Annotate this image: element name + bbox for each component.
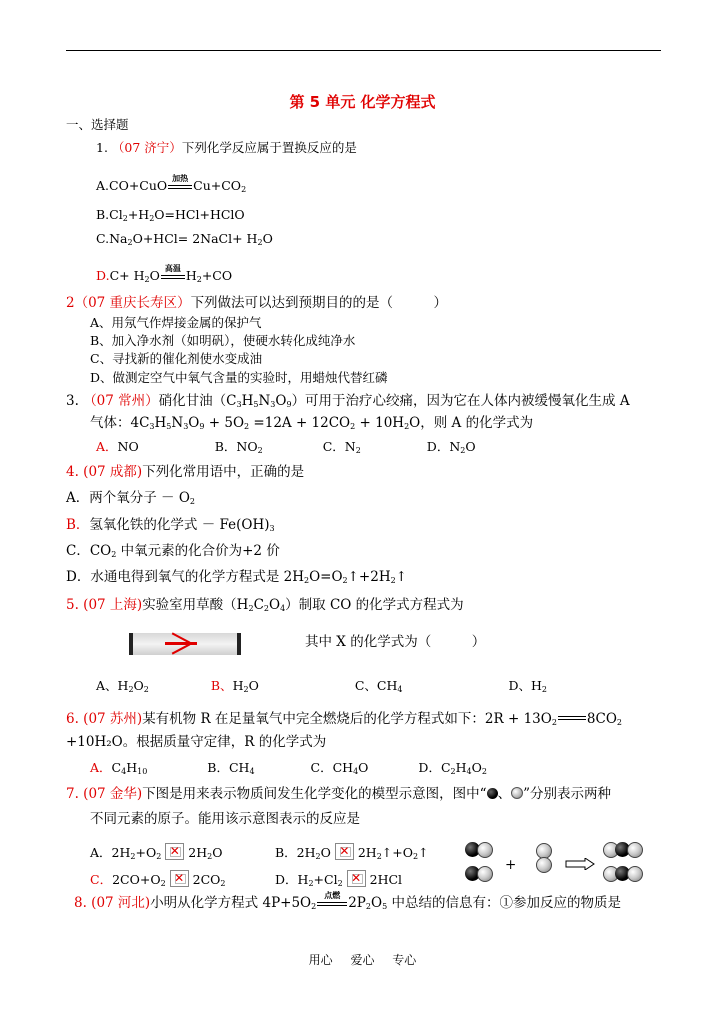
header-rule xyxy=(66,50,661,51)
broken-image-icon: ✕ xyxy=(170,870,189,887)
q7-option-d: D．$H_2+Cl_2$ ✕ 2HCl xyxy=(275,871,403,888)
q6-options: A．$C_4H_{10}$ B．$CH_4$ C．$CH_4O$ D．$C_2H_4O_2$ xyxy=(90,760,487,776)
q5-x-text: 其中 X 的化学式为（ ） xyxy=(305,634,486,650)
question-1: 1. （07 济宁）下列化学反应属于置换反应的是 xyxy=(96,140,357,155)
question-2: 2（07 重庆长寿区）下列做法可以达到预期目的的是（ ） xyxy=(66,295,448,311)
q4-option-c: C．$CO_2$ 中氧元素的化合价为+2 价 xyxy=(66,543,280,559)
q4-option-b: B．氢氧化铁的化学式 － $Fe(OH)_3$ xyxy=(66,517,275,533)
question-4: 4. (07 成都)下列化常用语中，正确的是 xyxy=(66,464,305,480)
broken-image-icon: ✕ xyxy=(335,843,354,860)
question-5: 5. (07 上海)实验室用草酸$(H_2C_2O_4)$制取 CO 的化学式方程式为 xyxy=(66,597,464,613)
reactant-molecules-diagram xyxy=(465,842,495,884)
black-atom-icon xyxy=(487,788,498,799)
page-footer: 用心 爱心 专心 xyxy=(308,953,417,967)
q2-option-d: D、做测定空气中氧气含量的实验时，用蜡烛代替红磷 xyxy=(90,370,388,385)
oxygen-molecule-diagram xyxy=(536,843,552,875)
q1-option-b: $B.Cl_2+H_2O=HCl+HClO$ xyxy=(96,207,245,223)
broken-image-icon: ✕ xyxy=(347,870,366,887)
plus-sign: + xyxy=(505,857,517,873)
question-7: 7. (07 金华)下图是用来表示物质间发生化学变化的模型示意图，图中“ 、 ”分别表示两种 xyxy=(66,786,611,802)
q1-option-c: $C.Na_2O+HCl=$ 2NaCl+ $H_2O$ xyxy=(96,231,273,247)
broken-image-icon: ✕ xyxy=(165,843,184,860)
reaction-arrow-icon xyxy=(565,858,595,870)
q2-option-c: C、寻找新的催化剂使水变成油 xyxy=(90,351,263,366)
section-heading: 一、选择题 xyxy=(66,117,129,132)
ignite-condition: 点燃 xyxy=(316,895,348,909)
q3-options: A．NO B．$NO_2$ C．$N_2$ D．$N_2O$ xyxy=(96,439,476,455)
q4-option-d: D．水通电得到氧气的化学方程式是 $2H_2O=O_2↑+2H_2↑$ xyxy=(66,569,408,585)
high-temp-condition: 高温 xyxy=(160,268,186,282)
q5-options: A、$H_2O_2$ B、$H_2O$ C、$CH_4$ D、$H_2$ xyxy=(96,678,547,694)
q7-option-a: A．$2H_2+O_2$ ✕ $2H_2O$ xyxy=(90,844,223,861)
question-6: 6. (07 苏州)某有机物 R 在足量氧气中完全燃烧后的化学方程式如下：$2R + 13O_2$ $8CO_2$ xyxy=(66,711,623,727)
q4-option-a: A．两个氧分子 － $O_2$ xyxy=(66,490,195,506)
question-3: 3. （07 常州）硝化甘油$(C_3H_5N_3O_9)$可用于治疗心绞痛，因为它在人体内被缓慢氧化生成 A xyxy=(66,393,630,409)
q2-option-a: A、用氖气作焊接金属的保护气 xyxy=(90,315,262,330)
q6-line-2: +10H₂O。根据质量守定律，R 的化学式为 xyxy=(66,734,327,750)
grey-atom-icon xyxy=(511,787,523,799)
q7-option-c: C．$2CO+O_2$ ✕ $2CO_2$ xyxy=(90,871,226,888)
q7-line-2: 不同元素的原子。能用该示意图表示的反应是 xyxy=(90,811,360,827)
q1-option-a: A.CO+CuO 加热 $Cu+CO_2$ xyxy=(96,174,247,194)
broken-equation-image xyxy=(129,633,241,655)
product-molecules-diagram xyxy=(603,842,643,884)
q1-option-d: $D.C+ H_2O$ 高温 $H_2+CO$ xyxy=(96,264,233,284)
q7-option-b: B．$2H_2O$ ✕ $2H_2↑+O_2↑$ xyxy=(275,844,429,861)
question-8: 8. (07 河北)小明从化学方程式 $4P+5O_2$ 点燃 $2P_2O_5$ 中总结的信息有：①参加反应的物质是 xyxy=(74,891,621,911)
page-title: 第 5 单元 化学方程式 xyxy=(289,93,436,111)
q2-option-b: B、加入净水剂（如明矾），使硬水转化成纯净水 xyxy=(90,333,356,348)
q3-line-2: 气体：$4C_3H_5N_3O_9 + 5O_2 =12A + 12CO_2 + 10H_2O$，则 A 的化学式为 xyxy=(90,415,534,431)
heating-condition: 加热 xyxy=(167,178,193,192)
